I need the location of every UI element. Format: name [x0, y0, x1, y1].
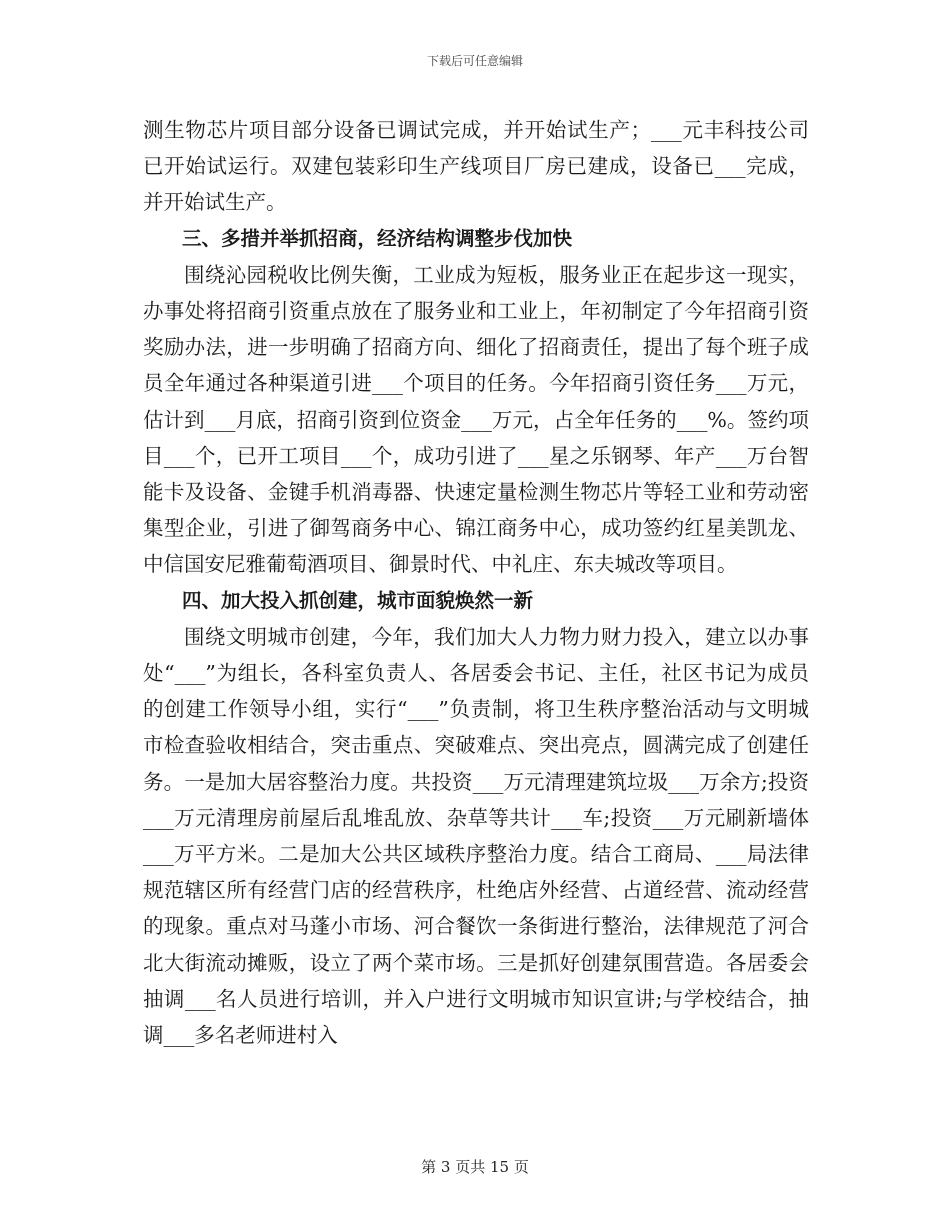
paragraph-continued: 测生物芯片项目部分设备已调试完成，并开始试生产；___元丰科技公司已开始试运行。双建包装彩印生产线项目厂房已建成，设备已___完成，并开始试生产。 [143, 118, 809, 215]
page-number: 第 3 页共 15 页 [421, 1158, 529, 1176]
document-body [143, 112, 809, 1053]
paragraph-investment: 围绕沁园税收比例失衡，工业成为短板，服务业正在起步这一现实，办事处将招商引资重点放在了服务业和工业上，年初制定了今年招商引资奖励办法，进一步明确了招商方向、细化了招商责任，提出了每个班子成员全年通过各种渠道引进___个项目的任务。今年招商引资任务___万元，估计到___月底，招商引资到位资金___万元，占全年任务的___%。签约项目___个，已开工项目___个，成功引进了___星之乐钢琴、年产___万台智能卡及设备、金键手机消毒器、快速定量检测生物芯片等轻工业和劳动密集型企业，引进了御驾商务中心、锦江商务中心，成功签约红星美凯龙、中信国安尼雅葡萄酒项目、御景时代、中礼庄、东夫城改等项目。 [143, 262, 809, 577]
section-heading-3: 三、多措并举抓招商，经济结构调整步伐加快 [182, 226, 573, 250]
section-heading-4: 四、加大投入抓创建，城市面貌焕然一新 [182, 588, 534, 612]
page-header: 下载后可任意编辑 [426, 54, 523, 68]
paragraph-civilization: 围绕文明城市创建，今年，我们加大人力物力财力投入，建立以办事处“___”为组长，各科室负责人、各居委会书记、主任，社区书记为成员的创建工作领导小组，实行“___”负责制，将卫生秩序整治活动与文明城市检查验收相结合，突击重点、突破难点、突出亮点，圆满完成了创建任务。一是加大居容整治力度。共投资___万元清理建筑垃圾___万余方;投资___万元清理房前屋后乱堆乱放、杂草等共计___车;投资___万元刷新墙体___万平方米。二是加大公共区域秩序整治力度。结合工商局、___局法律规范辖区所有经营门店的经营秩序，杜绝店外经营、占道经营、流动经营的现象。重点对马蓬小市场、河合餐饮一条街进行整治，法律规范了河合北大街流动摊贩，设立了两个菜市场。三是抓好创建氛围营造。各居委会抽调___名人员进行培训，并入户进行文明城市知识宣讲;与学校结合，抽调___多名老师进村入 [143, 624, 809, 1048]
